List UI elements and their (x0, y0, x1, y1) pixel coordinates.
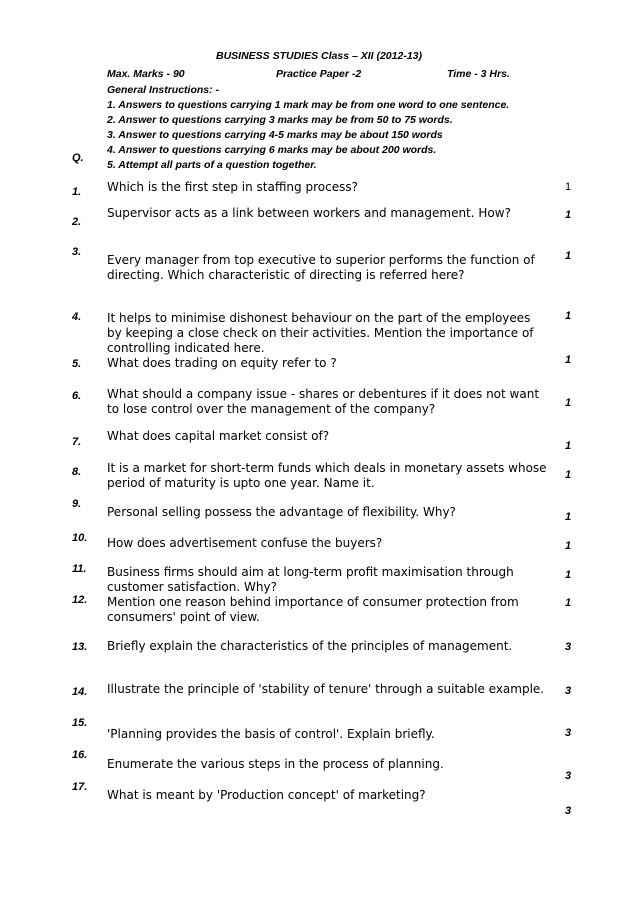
paper-label: Practice Paper -2 (276, 68, 362, 80)
question-marks: 1 (564, 354, 572, 366)
question-text: Enumerate the various steps in the process of planning. (107, 757, 444, 771)
paper-title: BUSINESS STUDIES Class – XII (2012-13) (216, 50, 422, 62)
instructions-heading: General Instructions: - (107, 84, 220, 96)
instruction-item: 1. Answers to questions carrying 1 mark may be from one word to one sentence. (107, 99, 510, 111)
question-marks: 3 (564, 641, 572, 653)
question-marks: 3 (564, 770, 572, 782)
question-number: 15. (72, 717, 88, 729)
question-text: 'Planning provides the basis of control'. Explain briefly. (107, 727, 435, 741)
question-text: Every manager from top executive to superior performs the function of directing. Which characteristic of directing is referred here? (107, 253, 535, 282)
question-text: Which is the first step in staffing process? (107, 180, 358, 194)
question-column-heading: Q. (72, 152, 84, 164)
question-number: 13. (72, 641, 88, 653)
question-number: 17. (72, 781, 88, 793)
question-number: 14. (72, 686, 88, 698)
question-text: What does trading on equity refer to ? (107, 356, 337, 370)
question-marks: 1 (564, 181, 572, 193)
question-text: What should a company issue - shares or debentures if it does not want to lose control over the management of the company? (107, 387, 540, 416)
question-text: Mention one reason behind importance of consumer protection from consumers' point of view. (107, 595, 519, 624)
question-text: Supervisor acts as a link between workers and management. How? (107, 206, 511, 220)
instruction-item: 5. Attempt all parts of a question together. (107, 159, 317, 171)
question-number: 16. (72, 749, 88, 761)
question-number: 8. (72, 466, 82, 478)
question-marks: 1 (564, 569, 572, 581)
question-marks: 1 (564, 540, 572, 552)
question-number: 2. (72, 216, 82, 228)
question-number: 3. (72, 246, 82, 258)
question-marks: 1 (564, 597, 572, 609)
question-text: It helps to minimise dishonest behaviour on the part of the employees by keeping a close check on their activities. Mention the importance of controlling indicated here. (107, 311, 534, 355)
question-text: Business firms should aim at long-term profit maximisation through customer satisfaction. Why? (107, 565, 514, 594)
question-text: Personal selling possess the advantage of flexibility. Why? (107, 505, 456, 519)
question-marks: 1 (564, 511, 572, 523)
question-number: 4. (72, 311, 82, 323)
question-marks: 1 (564, 440, 572, 452)
question-marks: 1 (564, 310, 572, 322)
question-number: 10. (72, 532, 88, 544)
question-marks: 1 (564, 250, 572, 262)
question-marks: 1 (564, 469, 572, 481)
question-marks: 1 (564, 209, 572, 221)
question-marks: 3 (564, 685, 572, 697)
instruction-item: 2. Answer to questions carrying 3 marks may be from 50 to 75 words. (107, 114, 453, 126)
instruction-item: 3. Answer to questions carrying 4-5 marks may be about 150 words (107, 129, 443, 141)
question-marks: 1 (564, 397, 572, 409)
question-number: 1. (72, 186, 82, 198)
instruction-item: 4. Answer to questions carrying 6 marks may be about 200 words. (107, 144, 437, 156)
question-number: 11. (72, 563, 87, 575)
question-marks: 3 (564, 727, 572, 739)
question-number: 7. (72, 436, 82, 448)
question-number: 9. (72, 498, 82, 510)
question-number: 5. (72, 358, 82, 370)
question-text: Illustrate the principle of 'stability of tenure' through a suitable example. (107, 682, 545, 696)
question-number: 6. (72, 390, 82, 402)
question-number: 12. (72, 594, 88, 606)
question-text: What does capital market consist of? (107, 429, 330, 443)
question-text: It is a market for short-term funds which deals in monetary assets whose period of maturity is upto one year. Name it. (107, 461, 547, 490)
max-marks: Max. Marks - 90 (107, 68, 185, 80)
question-text: How does advertisement confuse the buyers? (107, 536, 383, 550)
time-allowed: Time - 3 Hrs. (447, 68, 510, 80)
question-text: Briefly explain the characteristics of the principles of management. (107, 639, 513, 653)
question-marks: 3 (564, 805, 572, 817)
question-text: What is meant by 'Production concept' of marketing? (107, 788, 426, 802)
